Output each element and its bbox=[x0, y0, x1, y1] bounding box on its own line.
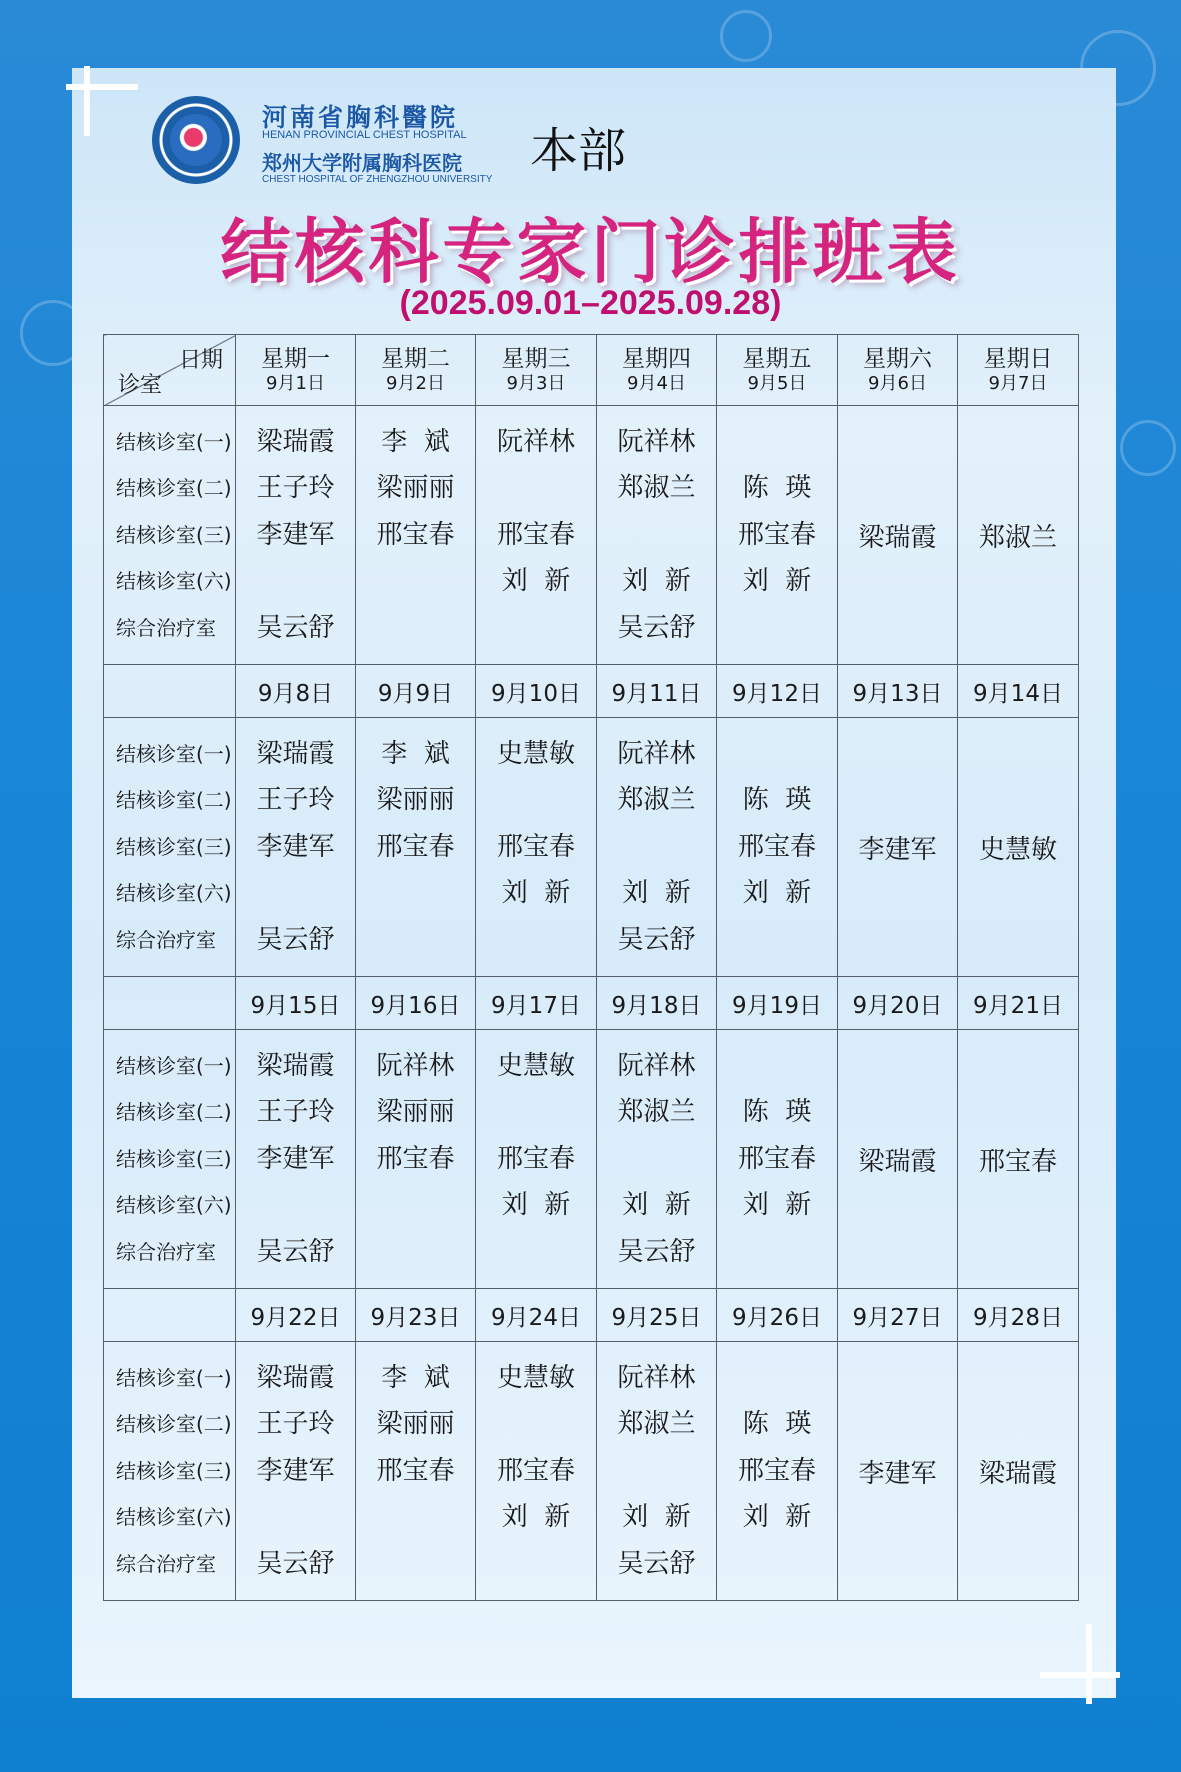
room-label: 结核诊室(一) bbox=[116, 430, 232, 455]
doctor-name: 李建军 bbox=[256, 831, 335, 862]
header-row bbox=[104, 335, 1079, 406]
doctor-name bbox=[476, 605, 596, 651]
date-cell: 9月17日 bbox=[476, 977, 597, 1030]
day-date: 9月2日 bbox=[386, 373, 445, 394]
room-label: 结核诊室(六) bbox=[116, 1193, 232, 1218]
doctor-name bbox=[236, 558, 355, 604]
day-header bbox=[476, 335, 597, 406]
saturday-doctor: 李建军 bbox=[838, 718, 958, 977]
schedule-table bbox=[103, 334, 1079, 1601]
hospital-name-cn: 河南省胸科醫院 bbox=[262, 103, 459, 132]
date-row-spacer bbox=[104, 977, 236, 1030]
doctor-name: 史慧敏 bbox=[496, 1051, 575, 1082]
day-name: 星期六 bbox=[863, 346, 932, 372]
sunday-doctor: 郑淑兰 bbox=[958, 406, 1079, 665]
doctor-name bbox=[356, 1494, 475, 1540]
date-cell: 9月18日 bbox=[597, 977, 717, 1030]
doctor-name bbox=[356, 917, 475, 963]
room-label: 综合治疗室 bbox=[116, 1551, 216, 1576]
doctor-cell bbox=[476, 406, 597, 665]
university-name-en: CHEST HOSPITAL OF ZHENGZHOU UNIVERSITY bbox=[262, 174, 493, 185]
date-cell: 9月27日 bbox=[838, 1289, 958, 1342]
room-label: 结核诊室(三) bbox=[116, 1458, 232, 1483]
room-label: 结核诊室(六) bbox=[116, 569, 232, 594]
doctor-name: 阮祥林 bbox=[617, 427, 696, 458]
schedule-week-row bbox=[104, 406, 1079, 665]
day-name: 星期二 bbox=[381, 346, 450, 372]
doctor-name: 吴云舒 bbox=[256, 924, 335, 955]
doctor-name: 梁瑞霞 bbox=[256, 427, 335, 458]
doctor-name: 陈 瑛 bbox=[742, 1097, 812, 1128]
day-name: 星期四 bbox=[622, 346, 691, 372]
doctor-name: 邢宝春 bbox=[737, 519, 816, 550]
doctor-name: 王子玲 bbox=[256, 1409, 335, 1440]
day-name: 星期日 bbox=[983, 346, 1053, 372]
doctor-name: 刘 新 bbox=[501, 1502, 571, 1533]
sunday-doctor: 邢宝春 bbox=[958, 1030, 1079, 1289]
doctor-name: 李建军 bbox=[256, 1143, 335, 1174]
doctor-name: 王子玲 bbox=[256, 785, 335, 816]
doctor-name: 刘 新 bbox=[622, 878, 691, 909]
doctor-name: 王子玲 bbox=[256, 473, 335, 504]
doctor-name: 郑淑兰 bbox=[617, 1097, 696, 1128]
doctor-name: 史慧敏 bbox=[496, 739, 575, 770]
doctor-name: 王子玲 bbox=[256, 1097, 335, 1128]
doctor-name: 郑淑兰 bbox=[617, 785, 696, 816]
day-date: 9月7日 bbox=[988, 373, 1048, 394]
doctor-name bbox=[356, 1541, 475, 1587]
date-cell: 9月22日 bbox=[236, 1289, 356, 1342]
corner-room-label: 诊室 bbox=[118, 373, 163, 398]
decorative-swirl bbox=[1120, 420, 1176, 476]
doctor-name: 邢宝春 bbox=[376, 519, 455, 550]
doctor-cell bbox=[356, 1030, 476, 1289]
doctor-name: 邢宝春 bbox=[737, 1143, 816, 1174]
corner-bracket-top-left bbox=[84, 66, 90, 136]
room-label: 结核诊室(二) bbox=[116, 788, 232, 813]
university-name-cn: 郑州大学附属胸科医院 bbox=[262, 151, 462, 175]
doctor-name: 梁瑞霞 bbox=[256, 739, 335, 770]
branch-label: 本部 bbox=[530, 123, 627, 179]
doctor-name bbox=[717, 419, 837, 465]
doctor-name bbox=[476, 1089, 596, 1135]
day-name: 星期一 bbox=[261, 346, 330, 372]
schedule-week-row bbox=[104, 1342, 1079, 1601]
doctor-name bbox=[476, 1541, 596, 1587]
doctor-name: 邢宝春 bbox=[496, 1455, 575, 1486]
room-label: 结核诊室(三) bbox=[116, 834, 232, 859]
hospital-logo bbox=[170, 114, 222, 166]
doctor-cell bbox=[356, 406, 476, 665]
room-label: 结核诊室(二) bbox=[116, 1412, 232, 1437]
corner-bracket-bottom-right bbox=[1040, 1672, 1120, 1678]
doctor-name bbox=[597, 824, 716, 870]
doctor-cell bbox=[717, 1342, 838, 1601]
room-label: 结核诊室(二) bbox=[116, 1100, 232, 1125]
doctor-name bbox=[476, 777, 596, 823]
day-name: 星期三 bbox=[501, 346, 571, 372]
doctor-cell bbox=[476, 1342, 597, 1601]
doctor-cell bbox=[236, 718, 356, 977]
date-cell: 9月25日 bbox=[597, 1289, 717, 1342]
day-header bbox=[597, 335, 717, 406]
doctor-name bbox=[356, 870, 475, 916]
day-header bbox=[356, 335, 476, 406]
doctor-name bbox=[476, 465, 596, 511]
doctor-name: 郑淑兰 bbox=[617, 473, 696, 504]
room-label: 结核诊室(六) bbox=[116, 881, 232, 906]
doctor-name: 梁丽丽 bbox=[376, 785, 455, 816]
doctor-name: 邢宝春 bbox=[496, 1143, 575, 1174]
doctor-cell bbox=[236, 406, 356, 665]
doctor-name: 阮祥林 bbox=[376, 1051, 455, 1082]
doctor-name bbox=[476, 917, 596, 963]
date-cell: 9月9日 bbox=[356, 665, 476, 718]
room-list bbox=[104, 718, 236, 977]
saturday-doctor: 梁瑞霞 bbox=[838, 406, 958, 665]
doctor-cell bbox=[356, 1342, 476, 1601]
day-date: 9月6日 bbox=[868, 373, 927, 394]
date-cell: 9月28日 bbox=[958, 1289, 1079, 1342]
date-cell: 9月16日 bbox=[356, 977, 476, 1030]
doctor-name: 吴云舒 bbox=[617, 612, 696, 643]
doctor-name bbox=[476, 1229, 596, 1275]
doctor-name bbox=[236, 1182, 355, 1228]
date-cell: 9月26日 bbox=[717, 1289, 838, 1342]
day-header bbox=[717, 335, 838, 406]
doctor-name: 陈 瑛 bbox=[742, 473, 812, 504]
doctor-name: 刘 新 bbox=[742, 566, 812, 597]
date-cell: 9月14日 bbox=[958, 665, 1079, 718]
doctor-cell bbox=[717, 406, 838, 665]
day-header bbox=[838, 335, 958, 406]
doctor-name bbox=[476, 1401, 596, 1447]
date-range: (2025.09.01–2025.09.28) bbox=[399, 284, 782, 322]
doctor-name: 李建军 bbox=[256, 1455, 335, 1486]
room-label: 结核诊室(六) bbox=[116, 1505, 232, 1530]
saturday-doctor: 李建军 bbox=[838, 1342, 958, 1601]
doctor-name: 刘 新 bbox=[501, 566, 571, 597]
doctor-cell bbox=[597, 718, 717, 977]
doctor-name: 刘 新 bbox=[742, 1190, 812, 1221]
doctor-name: 阮祥林 bbox=[496, 427, 575, 458]
doctor-cell bbox=[236, 1342, 356, 1601]
decorative-swirl bbox=[720, 10, 772, 62]
doctor-name: 阮祥林 bbox=[617, 1363, 696, 1394]
doctor-name bbox=[717, 1541, 837, 1587]
day-date: 9月5日 bbox=[747, 373, 807, 394]
day-name: 星期五 bbox=[742, 346, 812, 372]
doctor-cell bbox=[597, 406, 717, 665]
doctor-name: 阮祥林 bbox=[617, 739, 696, 770]
date-row-spacer bbox=[104, 665, 236, 718]
doctor-name: 邢宝春 bbox=[737, 1455, 816, 1486]
sunday-doctor: 史慧敏 bbox=[958, 718, 1079, 977]
doctor-name: 邢宝春 bbox=[376, 1143, 455, 1174]
corner-date-label: 日期 bbox=[178, 348, 223, 373]
doctor-name: 刘 新 bbox=[501, 1190, 571, 1221]
doctor-name bbox=[356, 1182, 475, 1228]
date-cell: 9月8日 bbox=[236, 665, 356, 718]
doctor-name: 吴云舒 bbox=[617, 1548, 696, 1579]
doctor-name: 刘 新 bbox=[742, 878, 812, 909]
doctor-cell bbox=[476, 718, 597, 977]
room-label: 结核诊室(一) bbox=[116, 1054, 232, 1079]
date-cell: 9月21日 bbox=[958, 977, 1079, 1030]
date-row bbox=[104, 665, 1079, 718]
doctor-cell bbox=[356, 718, 476, 977]
doctor-name: 李建军 bbox=[256, 519, 335, 550]
room-label: 结核诊室(二) bbox=[116, 476, 232, 501]
doctor-name: 邢宝春 bbox=[376, 831, 455, 862]
saturday-doctor: 梁瑞霞 bbox=[838, 1030, 958, 1289]
doctor-name: 刘 新 bbox=[622, 1502, 691, 1533]
date-cell: 9月23日 bbox=[356, 1289, 476, 1342]
date-cell: 9月10日 bbox=[476, 665, 597, 718]
day-date: 9月1日 bbox=[266, 373, 325, 394]
doctor-name: 刘 新 bbox=[622, 1190, 691, 1221]
day-header bbox=[958, 335, 1079, 406]
doctor-cell bbox=[717, 718, 838, 977]
date-cell: 9月13日 bbox=[838, 665, 958, 718]
date-row bbox=[104, 977, 1079, 1030]
doctor-name bbox=[356, 1229, 475, 1275]
doctor-name bbox=[356, 558, 475, 604]
day-header bbox=[236, 335, 356, 406]
doctor-name: 梁丽丽 bbox=[376, 1097, 455, 1128]
doctor-name bbox=[717, 917, 837, 963]
sunday-doctor: 梁瑞霞 bbox=[958, 1342, 1079, 1601]
doctor-name bbox=[717, 731, 837, 777]
doctor-name: 梁瑞霞 bbox=[256, 1363, 335, 1394]
doctor-cell bbox=[476, 1030, 597, 1289]
page-title: 结核科专家门诊排班表 bbox=[220, 211, 961, 293]
date-row bbox=[104, 1289, 1079, 1342]
doctor-name bbox=[236, 870, 355, 916]
room-list bbox=[104, 1342, 236, 1601]
date-cell: 9月20日 bbox=[838, 977, 958, 1030]
doctor-name bbox=[717, 1043, 837, 1089]
schedule-week-row bbox=[104, 1030, 1079, 1289]
doctor-name: 吴云舒 bbox=[617, 924, 696, 955]
date-row-spacer bbox=[104, 1289, 236, 1342]
doctor-name bbox=[236, 1494, 355, 1540]
doctor-name: 刘 新 bbox=[501, 878, 571, 909]
schedule-week-row bbox=[104, 718, 1079, 977]
doctor-name: 陈 瑛 bbox=[742, 1409, 812, 1440]
doctor-name: 郑淑兰 bbox=[617, 1409, 696, 1440]
doctor-name bbox=[717, 1355, 837, 1401]
doctor-name: 邢宝春 bbox=[737, 831, 816, 862]
room-label: 综合治疗室 bbox=[116, 1239, 216, 1264]
doctor-name bbox=[717, 605, 837, 651]
day-date: 9月3日 bbox=[506, 373, 566, 394]
doctor-name bbox=[717, 1229, 837, 1275]
date-cell: 9月19日 bbox=[717, 977, 838, 1030]
doctor-cell bbox=[717, 1030, 838, 1289]
doctor-name: 李 斌 bbox=[381, 739, 450, 770]
doctor-name: 吴云舒 bbox=[617, 1236, 696, 1267]
doctor-name: 刘 新 bbox=[742, 1502, 812, 1533]
doctor-name bbox=[597, 512, 716, 558]
room-list bbox=[104, 406, 236, 665]
date-cell: 9月24日 bbox=[476, 1289, 597, 1342]
doctor-name: 史慧敏 bbox=[496, 1363, 575, 1394]
corner-bracket-bottom-right bbox=[1086, 1624, 1092, 1704]
doctor-name: 刘 新 bbox=[622, 566, 691, 597]
doctor-name: 吴云舒 bbox=[256, 1548, 335, 1579]
doctor-name: 梁丽丽 bbox=[376, 1409, 455, 1440]
doctor-name: 梁丽丽 bbox=[376, 473, 455, 504]
corner-bracket-top-left bbox=[66, 84, 138, 90]
doctor-name: 吴云舒 bbox=[256, 612, 335, 643]
date-cell: 9月15日 bbox=[236, 977, 356, 1030]
room-label: 结核诊室(一) bbox=[116, 1366, 232, 1391]
doctor-name: 邢宝春 bbox=[496, 831, 575, 862]
doctor-name: 邢宝春 bbox=[496, 519, 575, 550]
doctor-name: 吴云舒 bbox=[256, 1236, 335, 1267]
doctor-name: 陈 瑛 bbox=[742, 785, 812, 816]
doctor-name: 阮祥林 bbox=[617, 1051, 696, 1082]
room-label: 综合治疗室 bbox=[116, 927, 216, 952]
doctor-cell bbox=[597, 1030, 717, 1289]
doctor-cell bbox=[597, 1342, 717, 1601]
doctor-name: 梁瑞霞 bbox=[256, 1051, 335, 1082]
date-cell: 9月11日 bbox=[597, 665, 717, 718]
day-date: 9月4日 bbox=[627, 373, 686, 394]
doctor-name: 邢宝春 bbox=[376, 1455, 455, 1486]
room-label: 结核诊室(一) bbox=[116, 742, 232, 767]
doctor-name bbox=[597, 1136, 716, 1182]
doctor-name bbox=[597, 1448, 716, 1494]
doctor-cell bbox=[236, 1030, 356, 1289]
date-cell: 9月12日 bbox=[717, 665, 838, 718]
room-label: 结核诊室(三) bbox=[116, 1146, 232, 1171]
hospital-name-en: HENAN PROVINCIAL CHEST HOSPITAL bbox=[262, 129, 467, 141]
room-label: 结核诊室(三) bbox=[116, 522, 232, 547]
room-list bbox=[104, 1030, 236, 1289]
doctor-name bbox=[356, 605, 475, 651]
corner-cell bbox=[104, 335, 236, 406]
room-label: 综合治疗室 bbox=[116, 615, 216, 640]
doctor-name: 李 斌 bbox=[381, 1363, 450, 1394]
doctor-name: 李 斌 bbox=[381, 427, 450, 458]
